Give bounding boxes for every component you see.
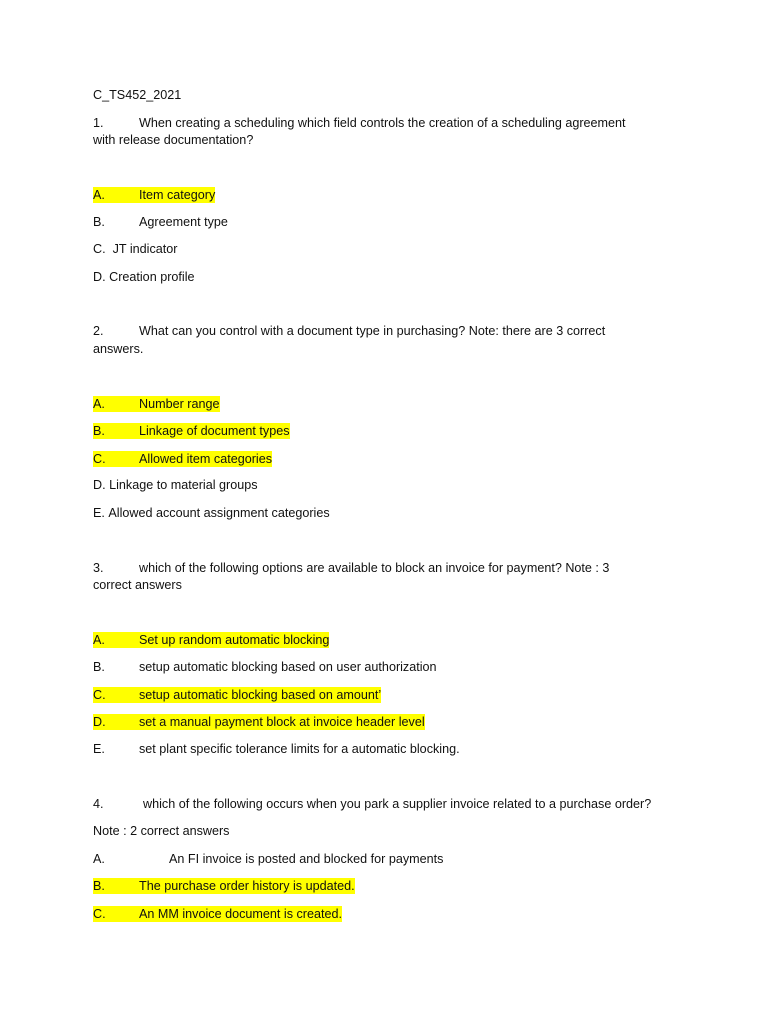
answer-highlight [93,906,342,922]
question-4-line-1 [93,796,651,813]
question-4-option-c [93,906,342,923]
question-2-number: 2. [93,324,104,338]
option-text: setup automatic blocking based on amount’ [139,688,382,702]
option-letter: A. [93,852,105,866]
question-4-number: 4. [93,797,104,811]
option-letter: B. [93,660,105,674]
option-text: set a manual payment block at invoice header level [139,715,425,729]
question-3-text: which of the following options are available to block an invoice for payment? Note : 3 [139,561,610,575]
option-letter: E. [93,506,105,520]
question-2-text: What can you control with a document type in purchasing? Note: there are 3 correct [139,324,606,338]
option-text: Creation profile [109,270,195,284]
option-text: set plant specific tolerance limits for a automatic blocking. [139,742,460,756]
option-text: The purchase order history is updated. [139,879,355,893]
option-text: setup automatic blocking based on user authorization [139,660,437,674]
answer-highlight [93,423,290,439]
option-text: Agreement type [139,215,228,229]
question-3-option-c [93,687,381,704]
question-1-option-d [93,269,195,286]
option-text: Allowed account assignment categories [108,506,330,520]
question-2-option-c [93,451,272,468]
question-4-text: which of the following occurs when you park a supplier invoice related to a purchase order? [143,797,652,811]
option-text: Linkage to material groups [109,478,258,492]
answer-highlight [93,687,381,703]
question-3-option-e [93,741,460,758]
answer-highlight [93,451,272,467]
option-letter: A. [93,188,105,202]
option-letter: C. [93,688,106,702]
question-2-option-d [93,477,258,494]
option-letter: D. [93,478,106,492]
option-letter: E. [93,742,105,756]
option-letter: C. [93,907,106,921]
question-4-line-2: Note : 2 correct answers [93,824,230,838]
option-text: Linkage of document types [139,424,290,438]
option-letter: A. [93,633,105,647]
option-text: An FI invoice is posted and blocked for payments [169,852,444,866]
question-1-line-2: with release documentation? [93,133,254,147]
option-text: JT indicator [112,242,178,256]
option-letter: C. [93,452,106,466]
option-text: Item category [139,188,216,202]
answer-highlight [93,187,215,203]
answer-highlight [93,878,355,894]
question-2-option-a [93,396,220,413]
question-1-line-1 [93,115,626,132]
question-3-option-d [93,714,425,731]
question-4-option-b [93,878,355,895]
document-title: C_TS452_2021 [93,88,182,102]
option-text: Number range [139,397,220,411]
question-2-line-2: answers. [93,342,144,356]
question-3-option-b [93,659,437,676]
option-letter: A. [93,397,105,411]
question-1-option-c [93,241,177,258]
option-letter: D. [93,715,106,729]
question-1-option-a [93,187,215,204]
question-4-option-a [93,851,443,868]
question-3-option-a [93,632,329,649]
answer-highlight [93,396,220,412]
option-letter: C. [93,242,106,256]
question-1-text: When creating a scheduling which field controls the creation of a scheduling agreement [139,116,626,130]
option-text: Allowed item categories [139,452,272,466]
question-3-line-1 [93,560,609,577]
answer-highlight [93,714,425,730]
answer-highlight [93,632,329,648]
option-letter: B. [93,424,105,438]
option-text: An MM invoice document is created. [139,907,342,921]
option-letter: B. [93,879,105,893]
question-2-option-e [93,505,330,522]
question-2-option-b [93,423,290,440]
question-3-number: 3. [93,561,104,575]
question-3-line-2: correct answers [93,578,182,592]
option-letter: D. [93,270,106,284]
question-2-line-1 [93,323,605,340]
option-letter: B. [93,215,105,229]
option-text: Set up random automatic blocking [139,633,330,647]
question-1-number: 1. [93,116,104,130]
question-1-option-b [93,214,228,231]
